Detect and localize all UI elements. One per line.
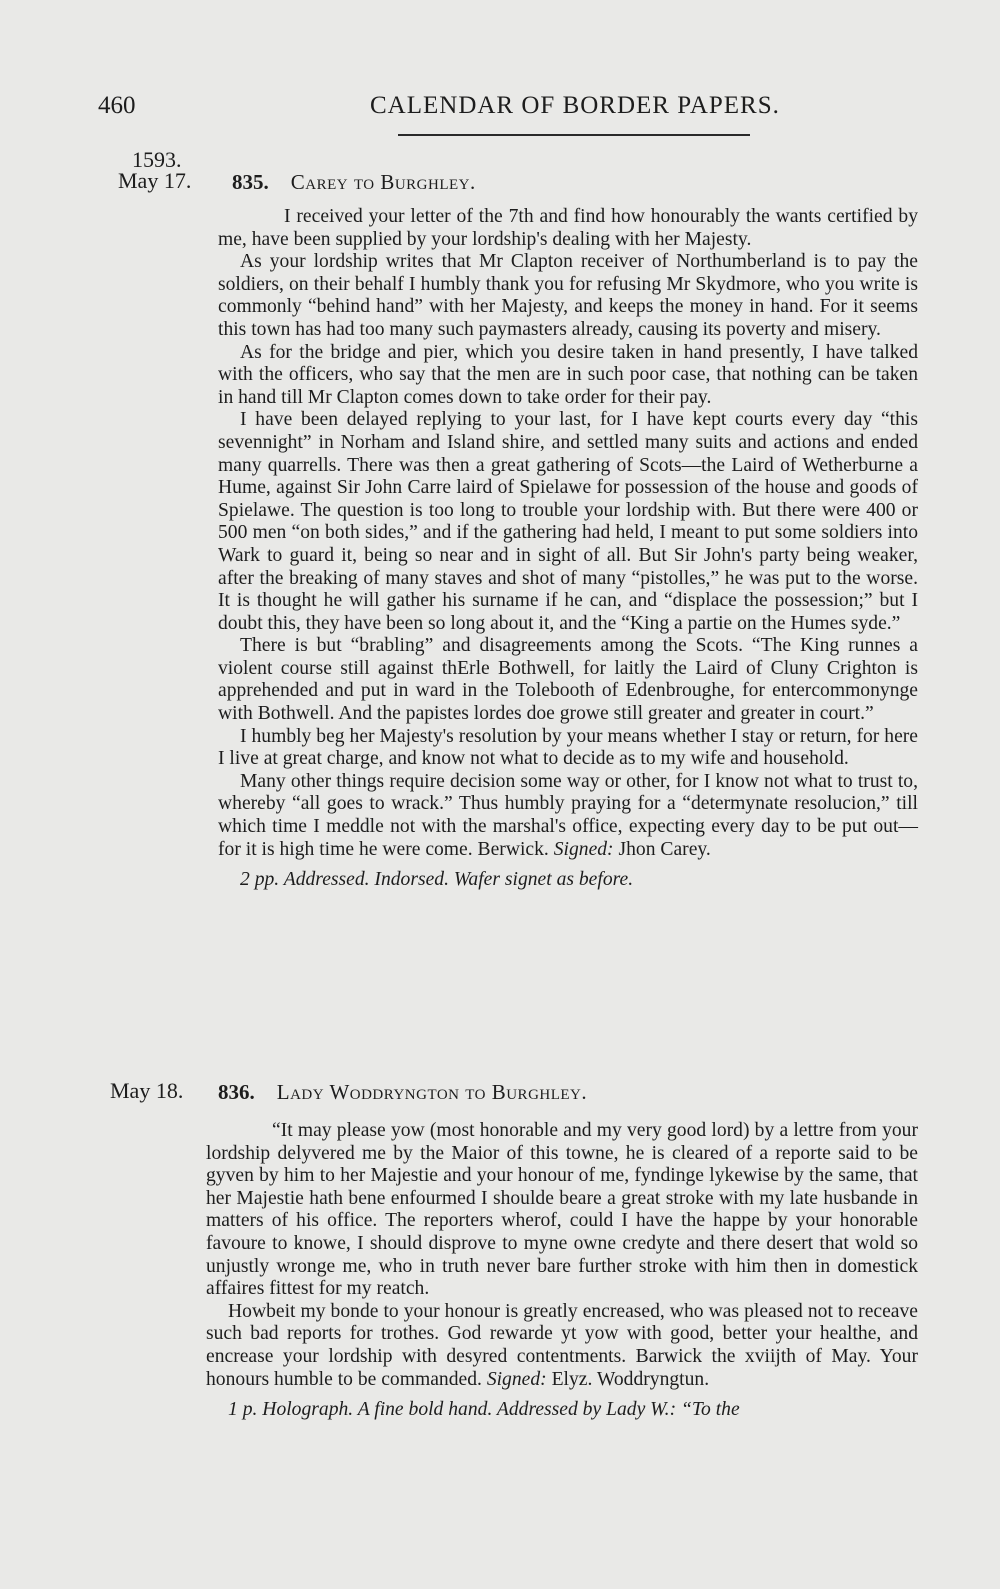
entry-heading	[218, 1080, 587, 1105]
paragraph: I have been delayed replying to your last, for I have kept courts every day “this sevennight” in Norham and Island shire, and settled many suits and actions and ended many quarrells. There was then a great gathering of Scots—the Laird of Wetherburne a Hume, against Sir John Carre laird of Spielawe for possession of the house and goods of Spielawe. The question is too long to trouble your lordship with. But there were 400 or 500 men “on both sides,” and if the gathering had held, I meant to put some soldiers into Wark to guard it, being so near and in sight of all. But Sir John's party being weaker, after the breaking of many staves and shot of many “pistolles,” he was put to the worse. It is thought he will gather his surname if he can, and “displace the possession;” but I doubt this, they have been so long about it, and the “King a partie on the Humes syde.”	[218, 409, 918, 634]
year-label: 1593.	[132, 147, 182, 172]
entry-body	[218, 206, 918, 892]
entry-body	[206, 1120, 918, 1422]
archival-note: 2 pp. Addressed. Indorsed. Wafer signet as before.	[240, 869, 634, 891]
entry-number: 835.	[232, 170, 269, 194]
entry-title: Lady Woddryngton to Burghley.	[276, 1080, 588, 1104]
paragraph	[206, 1301, 918, 1391]
paragraph: I received your letter of the 7th and find how honourably the wants certified by me, have been supplied by your lordship's dealing with her Majesty.	[218, 206, 918, 250]
paragraph: I humbly beg her Majesty's resolution by your means whether I stay or return, for here I live at great charge, and know not what to decide as to my wife and household.	[218, 725, 918, 770]
paragraph	[218, 771, 918, 861]
header-rule	[398, 134, 750, 136]
signed-label: Signed:	[486, 1368, 547, 1390]
entry-title: Carey to Burghley.	[290, 170, 476, 194]
paragraph-text: Many other things require decision some way or other, for I know not what to trust to, whereby “all goes to wrack.” Thus humbly praying for a “determynate resolucion,” till which time I meddle not with the marshal's office, expecting every day to be put out—for it is high time he were come. Berwick.	[218, 770, 918, 860]
signed-label: Signed:	[553, 838, 614, 860]
running-title: CALENDAR OF BORDER PAPERS.	[370, 92, 780, 119]
signature: Elyz. Woddryngtun.	[551, 1368, 710, 1390]
entry-date: May 18.	[110, 1078, 184, 1103]
entry-heading	[232, 170, 476, 195]
paragraph-text: Howbeit my bonde to your honour is greatly encreased, who was pleased not to receave such bad reports for trothes. God rewarde yt yow with good, better your healthe, and encrease your lordship with desyred contentments. Barwick the xviijth of May. Your honours humble to be commanded.	[206, 1300, 918, 1390]
paragraph: “It may please yow (most honorable and my very good lord) by a lettre from your lordship delyvered me by the Maior of this towne, he is cleared of a reporte said to be gyven by him to her Majestie and your honour of me, fyndinge lykewise by the same, that her Majestie hath bene enfourmed I shoulde beare a great stroke with my late husbande in matters of his office. The reporters wherof, could I have the happe by your honorable favoure to knowe, I should disprove to myne owne credyte and there desert that wold so unjustly wronge me, who in truth never bare further stroke with him then in domestick affaires fittest for my reatch.	[206, 1120, 918, 1300]
entry-date: May 17.	[118, 168, 192, 193]
paragraph: As your lordship writes that Mr Clapton receiver of Northumberland is to pay the soldiers, on their behalf I humbly thank you for refusing Mr Skydmore, who you write is commonly “behind hand” with her Majesty, and keeps the money in hand. For it seems this town has had too many such paymasters already, causing its poverty and misery.	[218, 251, 918, 340]
entry-number: 836.	[218, 1080, 255, 1104]
page-number: 460	[98, 92, 136, 119]
paragraph: As for the bridge and pier, which you desire taken in hand presently, I have talked with the officers, who say that the men are in such poor case, that nothing can be taken in hand till Mr Clapton comes down to take order for their pay.	[218, 341, 918, 408]
signature: Jhon Carey.	[618, 838, 711, 860]
paragraph: There is but “brabling” and disagreements among the Scots. “The King runnes a violent course still against thErle Bothwell, for laitly the Laird of Cluny Crighton is apprehended and put in ward in the Tolebooth of Edenbroughe, for entercommonynge with Bothwell. And the papistes lordes doe growe still greater and greater in court.”	[218, 635, 918, 725]
archival-note: 1 p. Holograph. A fine bold hand. Addressed by Lady W.: “To the	[228, 1399, 740, 1421]
